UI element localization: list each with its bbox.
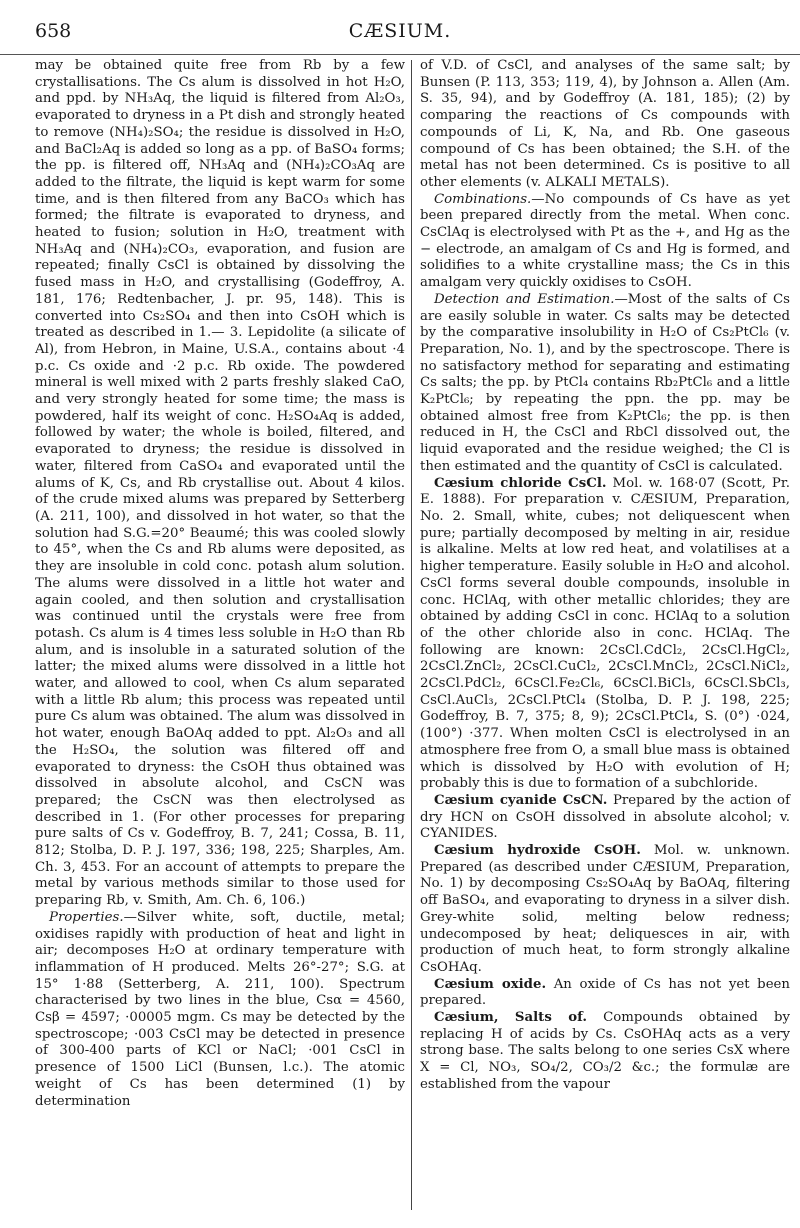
oxide-text: An oxide of Cs has not yet been prepared. [420,976,790,1009]
left-column [35,58,405,1110]
right-paragraph-atomic-weight: of V.D. of CsCl, and analyses of the same salt; by Bunsen (P. 113, 353; 119, 4), by Johnson a. Allen (Am. S. 35, 94), and by Godeffroy (A. 181, 185); (2) by comparing the reactions of Cs compounds with compounds of Li, K, Na, and Rb. One gaseous compound of Cs has been obtained; the S.H. of the metal has not been determined. Cs is positive to all other elements (v. ALKALI METALS). [420,58,790,190]
combinations-text: —No compounds of Cs have as yet been prepared directly from the metal. When conc. CsClAq is electrolysed with Pt as the +, and Hg as the − electrode, an amalgam of Cs and Hg is formed, and solidifies to a white crystalline mass; the Cs in this amalgam very quickly oxidises to CsOH. [420,191,790,291]
hydroxide-text: Mol. w. unknown. Prepared (as described under CÆSIUM, Preparation, No. 1) by decomposing Cs₂SO₄Aq by BaOAq, filtering off BaSO₄, and evaporating to dryness in a silver dish. Grey-white solid, melting below redness; undecomposed by heat; deliquesces in air, with production of much heat, to form strongly alkaline CsOHAq. [420,843,790,975]
right-paragraph-cyanide [420,793,790,843]
left-paragraph-preparation: may be obtained quite free from Rb by a few crystallisations. The Cs alum is dissolved in hot H₂O, and ppd. by NH₃Aq, the liquid is filtered from Al₂O₃, evaporated to dryness in a Pt dish and strongly heated to remove (NH₄)₂SO₄; the residue is dissolved in H₂O, and BaCl₂Aq is added so long as a pp. of BaSO₄ forms; the pp. is filtered off, NH₃Aq and (NH₄)₂CO₃Aq are added to the filtrate, the liquid is kept warm for some time, and is then filtered from any BaCO₃ which has formed; the filtrate is evaporated to dryness, and heated to fusion; solution in H₂O, treatment with NH₃Aq and (NH₄)₂CO₃, evaporation, and fusion are repeated; finally CsCl is obtained by dissolving the fused mass in H₂O, and crystallising (Godeffroy, A. 181, 176; Redtenbacher, J. pr. 95, 148). This is converted into Cs₂SO₄ and then into CsOH which is treated as described in 1.— 3. Lepidolite (a silicate of Al), from Hebron, in Maine, U.S.A., contains about ·4 p.c. Cs oxide and ·2 p.c. Rb oxide. The powdered mineral is well mixed with 2 parts freshly slaked CaO, and very strongly heated for some time; the mass is powdered, half its weight of conc. H₂SO₄Aq is added, followed by water; the whole is boiled, filtered, and evaporated to dryness; the residue is dissolved in water, filtered from CaSO₄ and evaporated until the alums of K, Cs, and Rb crystallise out. About 4 kilos. of the crude mixed alums was prepared by Setterberg (A. 211, 100), and dissolved in hot water, so that the solution had S.G.=20° Beaumé; this was cooled slowly to 45°, when the Cs and Rb alums were deposited, as they are insoluble in cold conc. potash alum solution. The alums were dissolved in a little hot water and again cooled, and then solution and crystallisation was continued until the crystals were free from potash. Cs alum is 4 times less soluble in H₂O than Rb alum, and is insoluble in a saturated solution of the latter; the mixed alums were dissolved in a little hot water, and allowed to cool, when Cs alum separated with a little Rb alum; this process was repeated until pure Cs alum was obtained. The alum was dissolved in hot water, enough BaOAq added to ppt. Al₂O₃ and all the H₂SO₄, the solution was filtered off and evaporated to dryness: the CsOH thus obtained was dissolved in absolute alcohol, and CsCN was prepared; the CsCN was then electrolysed as described in 1. (For other processes for preparing pure salts of Cs v. Godeffroy, B. 7, 241; Cossa, B. 11, 812; Stolba, D. P. J. 197, 336; 198, 225; Sharples, Am. Ch. 3, 453. For an account of attempts to prepare the metal by various methods similar to those used for preparing Rb, v. Smith, Am. Ch. 6, 106.) [35,58,405,909]
right-paragraph-hydroxide [420,843,790,977]
running-header [0,14,800,55]
cyanide-text: Prepared by the action of dry HCN on CsOH dissolved in absolute alcohol; v. CYANIDES. [420,792,790,842]
properties-text: —Silver white, soft, ductile, metal; oxidises rapidly with production of heat and light in air; decomposes H₂O at ordinary temperature with inflammation of H produced. Melts 26°-27°; S.G. at 15° 1·88 (Setterberg, A. 211, 100). Spectrum characterised by two lines in the blue, Csα = 4560, Csβ = 4597; ·00005 mgm. Cs may be detected by the spectroscope; ·003 CsCl may be detected in presence of 300-400 parts of KCl or NaCl; ·001 CsCl in presence of 1500 LiCl (Bunsen, l.c.). The atomic weight of Cs has been determined (1) by determination [35,909,405,1109]
right-paragraph-detection [420,292,790,476]
right-paragraph-oxide [420,977,790,1010]
hydroxide-heading: Cæsium hydroxide CsOH. [434,843,641,859]
salts-heading: Cæsium, Salts of. [434,1010,588,1026]
right-paragraph-chloride [420,476,790,793]
right-paragraph-salts [420,1010,790,1094]
detection-heading: Detection and Estimation. [434,291,615,307]
cyanide-heading: Cæsium cyanide CsCN. [434,792,608,808]
chloride-heading: Cæsium chloride CsCl. [434,475,607,491]
page-number: 658 [35,20,72,42]
properties-heading: Properties. [49,909,124,925]
oxide-heading: Cæsium oxide. [434,976,547,992]
salts-text: Compounds obtained by replacing H of acids by Cs. CsOHAq acts as a very strong base. The salts belong to one series CsX where X = Cl, NO₃, SO₄/2, CO₃/2 &c.; the formulæ are established from the vapour [420,1010,790,1092]
right-paragraph-combinations [420,192,790,292]
left-paragraph-properties [35,910,405,1110]
column-divider [411,60,412,1210]
combinations-heading: Combinations. [434,191,532,207]
detection-text: —Most of the salts of Cs are easily soluble in water. Cs salts may be detected by the comparative insolubility in H₂O of Cs₂PtCl₆ (v. Preparation, No. 1), and by the spectroscope. There is no satisfactory method for separating and estimating Cs salts; the pp. by PtCl₄ contains Rb₂PtCl₆ and a little K₂PtCl₆; by repeating the ppn. the pp. may be obtained almost free from K₂PtCl₆; the pp. is then reduced in H, the CsCl and RbCl dissolved out, the liquid evaporated and the residue weighed; the Cl is then estimated and the quantity of CsCl is calculated. [420,291,790,474]
running-title: CÆSIUM. [348,20,452,42]
chloride-text: Mol. w. 168·07 (Scott, Pr. E. 1888). For preparation v. CÆSIUM, Preparation, No. 2. Small, white, cubes; not deliquescent when pure; partially decomposed by melting in air, residue is alkaline. Melts at low red heat, and volatilises at a higher temperature. Easily soluble in H₂O and alcohol. CsCl forms several double compounds, insoluble in conc. HClAq, with other metallic chlorides; they are obtained by adding CsCl in conc. HClAq to a solution of the other chloride also in conc. HClAq. The following are known: 2CsCl.CdCl₂, 2CsCl.HgCl₂, 2CsCl.ZnCl₂, 2CsCl.CuCl₂, 2CsCl.MnCl₂, 2CsCl.NiCl₂, 2CsCl.PdCl₂, 6CsCl.Fe₂Cl₆, 6CsCl.BiCl₃, 6CsCl.SbCl₃, CsCl.AuCl₃, 2CsCl.PtCl₄ (Stolba, D. P. J. 198, 225; Godeffroy, B. 7, 375; 8, 9); 2CsCl.PtCl₄, S. (0°) ·024, (100°) ·377. When molten CsCl is electrolysed in an atmosphere free from O, a small blue mass is obtained which is dissolved by H₂O with evolution of H; probably this is due to formation of a subchloride. [420,475,790,792]
right-column [420,58,790,1094]
